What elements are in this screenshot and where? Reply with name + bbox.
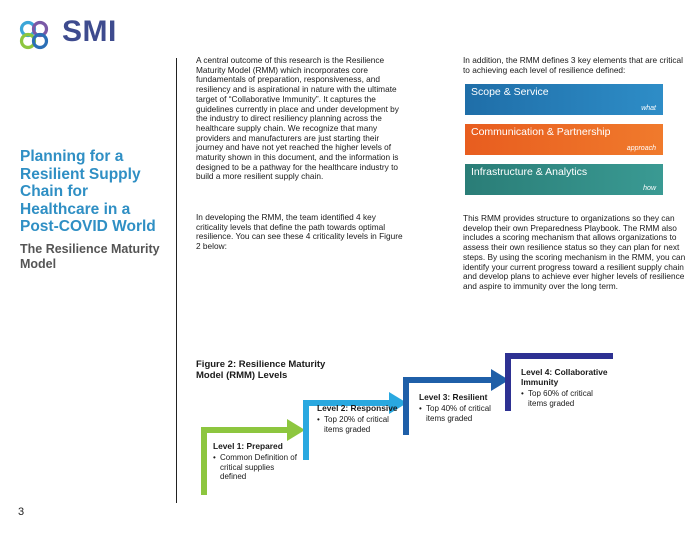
element-tag: what xyxy=(641,105,656,112)
body-paragraph-levels: In developing the RMM, the team identified 4 key criticality levels that define the path towards optimal resilience. You can see these 4 criticality levels in Figure 2 below: xyxy=(196,212,403,252)
level-1-arrow xyxy=(287,419,305,441)
element-tag: approach xyxy=(626,145,656,152)
element-label: Scope & Service xyxy=(471,86,549,98)
element-infrastructure-analytics xyxy=(465,164,663,195)
element-scope-service xyxy=(465,84,663,115)
page-title: Planning for a Resilient Supply Chain for Healthcare in a Post-COVID World xyxy=(20,148,156,235)
logo-text: SMI xyxy=(62,15,117,48)
level-title: Level 3: Resilient xyxy=(419,392,488,402)
body-paragraph-elements: In addition, the RMM defines 3 key elements that are critical to achieving each level of resilience defined: xyxy=(463,55,683,75)
level-3-resilient xyxy=(419,392,505,423)
level-bullet: • Top 60% of critical items graded xyxy=(521,389,609,408)
level-title: Level 4: Collaborative Immunity xyxy=(521,367,608,387)
level-bullet: • Top 40% of critical items graded xyxy=(419,404,505,423)
element-label: Infrastructure & Analytics xyxy=(471,166,588,178)
body-paragraph-rmm: A central outcome of this research is the Resilience Maturity Model (RMM) which incorporates core fundamentals of preparation, responsiveness, and resiliency and is aspirational in nature with the ultimate target of “Collaborative Immunity”. It captures the guidelines currently in place and under development by the industry to direct resiliency planning across the healthcare supply chain. We recognize that many providers and manufacturers are just starting their journey and have not yet reached the higher levels of maturity shown in this document, and the information is designed to be a pathway for the healthcare industry to build a more resilient supply chain. xyxy=(196,55,399,182)
page-subtitle: The Resilience Maturity Model xyxy=(20,242,160,271)
level-title: Level 2: Responsive xyxy=(317,403,398,413)
element-tag: how xyxy=(643,185,656,192)
level-4-collaborative-immunity xyxy=(521,367,609,408)
level-1-prepared xyxy=(213,441,299,482)
element-communication-partnership xyxy=(465,124,663,155)
page-number: 3 xyxy=(18,506,25,518)
level-title: Level 1: Prepared xyxy=(213,441,283,451)
level-2-responsive xyxy=(317,403,407,434)
level-bullet: • Common Definition of critical supplies defined xyxy=(213,453,299,482)
body-paragraph-playbook: This RMM provides structure to organizations so they can develop their own Preparedness Playbook. The RMM also includes a scoring mechanism that allows organizations to assess their own resilience status so they can plan for next steps. By using the scoring mechanism in the RMM, you can identify your current progress toward a resilient supply chain and develop plans to achieve ever higher levels of resilience and aspire to immunity over the long term. xyxy=(463,213,686,291)
element-label: Communication & Partnership xyxy=(471,126,611,138)
level-bullet: • Top 20% of critical items graded xyxy=(317,415,407,434)
figure-caption: Figure 2: Resilience Maturity Model (RMM) Levels xyxy=(196,359,326,381)
column-divider xyxy=(176,58,177,503)
